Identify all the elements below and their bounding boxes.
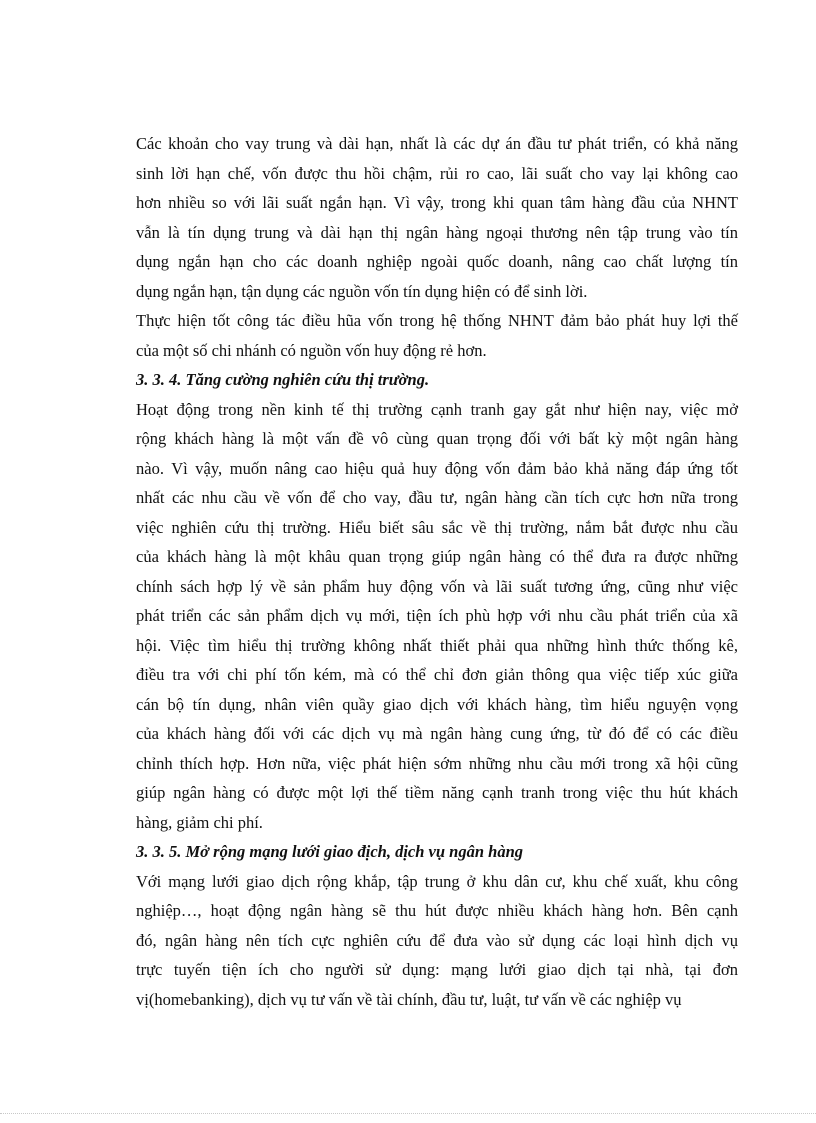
- text-line: hơn nhiều so với lãi suất ngắn hạn. Vì vậy, trong khi quan tâm hàng đầu của NHNT: [136, 193, 738, 212]
- text-line: cán bộ tín dụng, nhân viên quầy giao dịch với khách hàng, tìm hiểu nguyện vọng: [136, 694, 738, 714]
- text-line: đó, ngân hàng nên tích cực nghiên cứu để đưa vào sử dụng các loại hình dịch vụ: [136, 930, 738, 950]
- text-line: nghiệp…, hoạt động ngân hàng sẽ thu hút được nhiều khách hàng hơn. Bên cạnh: [136, 901, 738, 920]
- paragraph-capital-regulation: [136, 306, 738, 365]
- text-line: việc nghiên cứu thị trường. Hiểu biết sâu sắc về thị trường, nắm bắt được nhu cầu: [136, 517, 738, 537]
- text-line: chính sách hợp lý về sản phẩm huy động vốn và lãi suất tương ứng, cũng như việc: [136, 576, 738, 596]
- text-line: trực tuyến tiện ích cho người sử dụng: mạng lưới giao dịch tại nhà, tại đơn: [136, 960, 738, 979]
- text-line: vị(homebanking), dịch vụ tư vấn về tài chính, đầu tư, luật, tư vấn về các nghiệp vụ: [136, 989, 682, 1009]
- text-line: của khách hàng là một khâu quan trọng giúp ngân hàng có thể đưa ra được những: [136, 547, 738, 566]
- section-heading-3-3-5: 3. 3. 5. Mở rộng mạng lưới giao địch, dịch vụ ngân hàng: [136, 842, 524, 861]
- text-line: rộng khách hàng là một vấn đề vô cùng quan trọng đối với bất kỳ một ngân hàng: [136, 429, 738, 448]
- text-line: của một số chi nhánh có nguồn vốn huy động rẻ hơn.: [136, 340, 487, 360]
- text-line: dụng ngắn hạn cho các doanh nghiệp ngoài quốc doanh, nâng cao chất lượng tín: [136, 252, 738, 271]
- document-body: [136, 129, 738, 1014]
- paragraph-loans: [136, 129, 738, 306]
- text-line: sinh lời hạn chế, vốn được thu hồi chậm, rủi ro cao, lãi suất cho vay lại không cao: [136, 163, 738, 183]
- paragraph-network-expansion: [136, 867, 738, 1015]
- text-line: nhất các nhu cầu về vốn để cho vay, đầu tư, ngân hàng cần tích cực hơn nữa trong: [136, 488, 738, 507]
- text-line: chỉnh thích hợp. Hơn nữa, việc phát hiện sớm những nhu cầu mới trong xã hội cũng: [136, 753, 738, 773]
- text-line: hàng, giảm chi phí.: [136, 812, 263, 832]
- text-line: nào. Vì vậy, muốn nâng cao hiệu quả huy động vốn đảm bảo khả năng đáp ứng tốt: [136, 458, 738, 478]
- text-line: của khách hàng đối với các dịch vụ mà ngân hàng cung ứng, từ đó để có các điều: [136, 724, 738, 743]
- page-bottom-divider: [0, 1113, 816, 1114]
- section-heading-3-3-4: 3. 3. 4. Tăng cường nghiên cứu thị trường.: [136, 370, 430, 389]
- text-line: Với mạng lưới giao dịch rộng khắp, tập trung ở khu dân cư, khu chế xuất, khu công: [136, 871, 738, 891]
- paragraph-market-research: [136, 395, 738, 838]
- text-line: điều tra với chi phí tốn kém, mà có thể chỉ đơn giản thông qua việc tiếp xúc giữa: [136, 665, 738, 684]
- text-line: giúp ngân hàng có được một lợi thế tiềm năng cạnh tranh trong việc thu hút khách: [136, 783, 738, 802]
- text-line: vẫn là tín dụng trung và dài hạn thị ngân hàng ngoại thương nên tập trung vào tín: [136, 222, 738, 242]
- text-line: hội. Việc tìm hiểu thị trường không nhất thiết phải qua những hình thức thống kê,: [136, 635, 738, 655]
- text-line: dụng ngắn hạn, tận dụng các nguồn vốn tín dụng hiện có để sinh lời.: [136, 281, 588, 301]
- text-line: Hoạt động trong nền kinh tế thị trường cạnh tranh gay gắt như hiện nay, việc mở: [136, 399, 738, 419]
- text-line: phát triển các sản phẩm dịch vụ mới, tiện ích phù hợp với nhu cầu phát triển của xã: [136, 606, 738, 625]
- text-line: Thực hiện tốt công tác điều hũa vốn trong hệ thống NHNT đảm bảo phát huy lợi thế: [136, 311, 738, 330]
- text-line: Các khoản cho vay trung và dài hạn, nhất là các dự án đầu tư phát triển, có khả năng: [136, 134, 738, 153]
